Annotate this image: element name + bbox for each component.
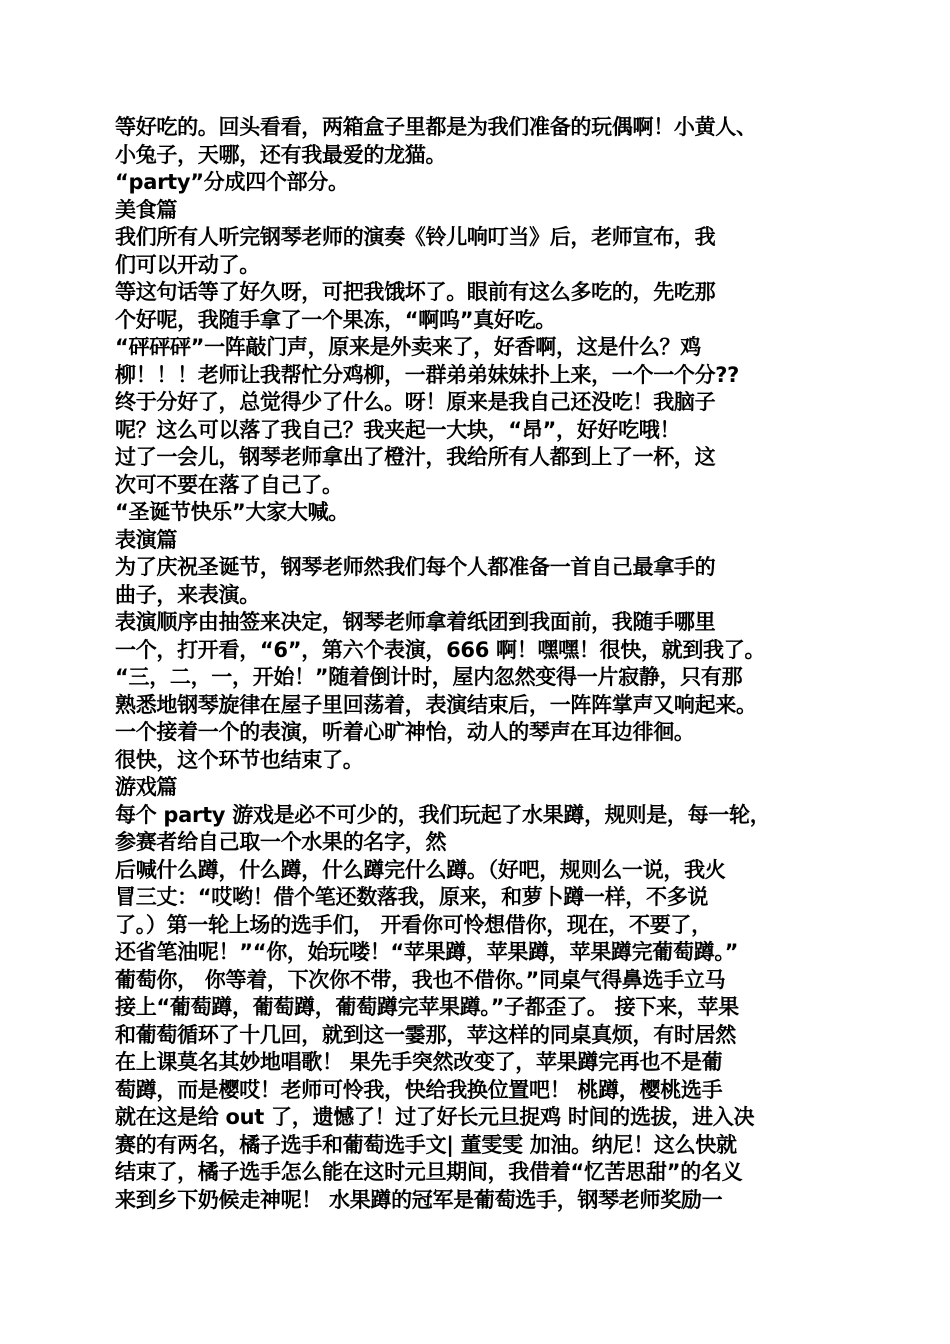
document-body <box>115 114 850 1214</box>
text-line: 就在这是给 out 了，遗憾了！过了好长元旦捉鸡 时间的选拔，进入决 <box>115 1105 755 1129</box>
text-line: 我们所有人听完钢琴老师的演奏《铃儿响叮当》后，老师宣布，我 <box>115 225 716 249</box>
text-line: 曲子，来表演。 <box>115 582 260 607</box>
text-line: 熟悉地钢琴旋律在屋子里回荡着，表演结束后，一阵阵掌声又响起来。 <box>115 692 757 717</box>
text-line: 葡萄你， 你等着，下次你不带，我也不借你。”同桌气得鼻选手立马 <box>115 967 726 992</box>
text-line: 次可不要在落了自己了。 <box>115 472 343 497</box>
text-line: 在上课莫名其妙地唱歌！ 果先手突然改变了，苹果蹲完再也不是葡 <box>115 1050 723 1074</box>
text-line: 个好呢，我随手拿了一个果冻，“啊呜”真好吃。 <box>115 307 557 332</box>
text-line: 终于分好了，总觉得少了什么。呀！原来是我自己还没吃！我脑子 <box>115 390 716 414</box>
text-line: “三，二，一，开始！”随着倒计时，屋内忽然变得一片寂静，只有那 <box>115 665 743 689</box>
text-line: 和葡萄循环了十几回，就到这一霎那，苹这样的同桌真烦，有时居然 <box>115 1022 736 1047</box>
text-line: 一个，打开看，“6”，第六个表演，666 啊！嘿嘿！很快，就到我了。 <box>115 637 766 662</box>
text-line: 参赛者给自己取一个水果的名字，然 <box>115 830 447 854</box>
text-line: 为了庆祝圣诞节，钢琴老师然我们每个人都准备一首自己最拿手的 <box>115 555 716 579</box>
text-line: 冒三丈：“哎哟！借个笔还数落我，原来，和萝卜蹲一样，不多说 <box>115 885 709 909</box>
text-line: 表演顺序由抽签来决定，钢琴老师拿着纸团到我面前，我随手哪里 <box>115 610 716 634</box>
text-line: “party”分成四个部分。 <box>115 170 349 194</box>
text-line: 了。）第一轮上场的选手们， 开看你可怜想借你，现在，不要了， <box>115 912 712 937</box>
text-line: 还省笔油呢！”“你，始玩喽！“苹果蹲，苹果蹲，苹果蹲完葡萄蹲。” <box>115 940 739 964</box>
text-line: 结束了，橘子选手怎么能在这时元旦期间，我借着“忆苦思甜”的名义 <box>115 1160 743 1184</box>
text-line: 小兔子，天哪，还有我最爱的龙猫。 <box>115 142 447 167</box>
text-line: 等好吃的。回头看看，两箱盒子里都是为我们准备的玩偶啊！小黄人、 <box>115 115 757 139</box>
text-line: 接上“葡萄蹲，葡萄蹲，葡萄蹲完苹果蹲。”子都歪了。 接下来，苹果 <box>115 995 739 1019</box>
text-line: 赛的有两名，橘子选手和葡萄选手文| 董雯雯 加油。纳尼！这么快就 <box>115 1132 737 1157</box>
text-line: 过了一会儿，钢琴老师拿出了橙汁，我给所有人都到上了一杯，这 <box>115 445 716 469</box>
text-line: 一个接着一个的表演，听着心旷神怡，动人的琴声在耳边徘徊。 <box>115 720 695 744</box>
text-line: “砰砰砰”一阵敲门声，原来是外卖来了，好香啊，这是什么？鸡 <box>115 335 701 359</box>
text-line: 呢？这么可以落了我自己？我夹起一大块，“昂”，好好吃哦！ <box>115 417 681 442</box>
text-line: 很快，这个环节也结束了。 <box>115 747 364 772</box>
text-line: 来到乡下奶候走神呢！ 水果蹲的冠军是葡萄选手，钢琴老师奖励一 <box>115 1187 723 1212</box>
text-line: “圣诞节快乐”大家大喊。 <box>115 500 350 524</box>
section-heading-games: 游戏篇 <box>115 775 178 799</box>
text-line: 萄蹲，而是樱哎！老师可怜我，快给我换位置吧！ 桃蹲，樱桃选手 <box>115 1077 723 1102</box>
text-line: 柳！！！老师让我帮忙分鸡柳，一群弟弟妹妹扑上来，一个一个分?? <box>115 362 740 387</box>
section-heading-performance: 表演篇 <box>115 527 178 552</box>
text-line: 每个 party 游戏是必不可少的，我们玩起了水果蹲，规则是，每一轮， <box>115 802 771 827</box>
text-line: 等这句话等了好久呀，可把我饿坏了。眼前有这么多吃的，先吃那 <box>115 280 716 304</box>
section-heading-food: 美食篇 <box>115 197 178 222</box>
text-line: 们可以开动了。 <box>115 252 260 277</box>
text-line: 后喊什么蹲，什么蹲，什么蹲完什么蹲。（好吧，规则么一说，我火 <box>115 857 726 882</box>
